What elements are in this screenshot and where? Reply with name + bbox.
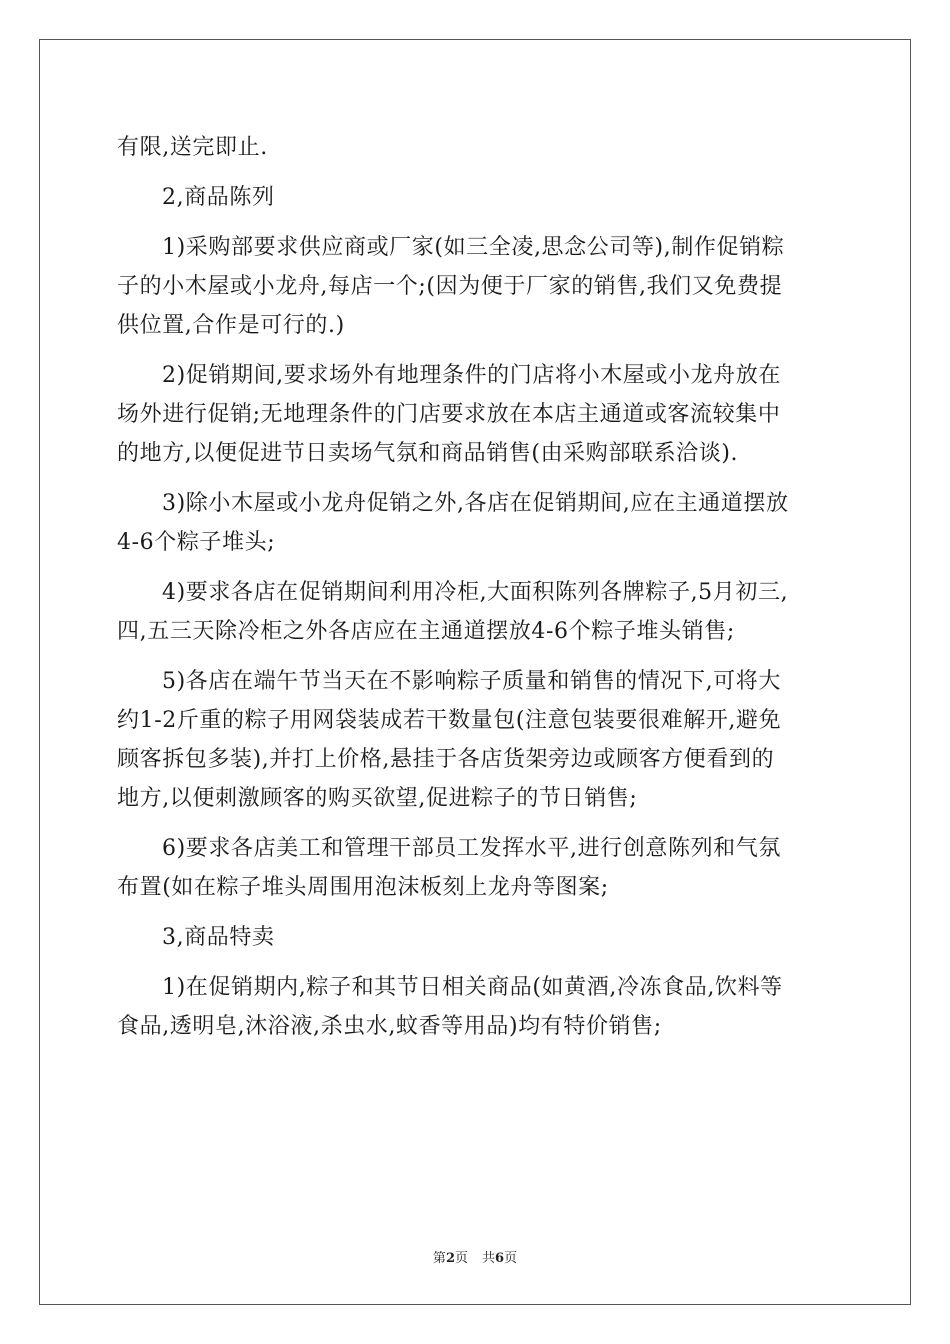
page-prefix: 第 — [432, 1251, 446, 1266]
paragraph-6 — [117, 573, 837, 651]
total-pages: 6 — [495, 1251, 505, 1266]
page-number: 2 — [445, 1251, 455, 1266]
paragraph-5 — [117, 484, 837, 562]
text-line: 5)各店在端午节当天在不影响粽子质量和销售的情况下,可将大 — [162, 669, 781, 694]
text-line: 的地方,以便促进节日卖场气氛和商品销售(由采购部联系洽谈). — [117, 441, 739, 466]
text-line: 1)在促销期内,粽子和其节日相关商品(如黄酒,冷冻食品,饮料等 — [162, 975, 783, 1000]
total-prefix: 共 — [482, 1251, 496, 1266]
text-line: 子的小木屋或小龙舟,每店一个;(因为便于厂家的销售,我们又免费提 — [117, 274, 783, 299]
paragraph-8 — [117, 829, 837, 907]
text-line: 4)要求各店在促销期间利用冷柜,大面积陈列各牌粽子,5月初三, — [162, 580, 789, 605]
section-heading-sale — [117, 918, 837, 957]
text-line: 顾客拆包多装),并打上价格,悬挂于各店货架旁边或顾客方便看到的 — [117, 747, 775, 772]
text-line: 1)采购部要求供应商或厂家(如三全凌,思念公司等),制作促销粽 — [162, 235, 785, 260]
text-line: 6)要求各店美工和管理干部员工发挥水平,进行创意陈列和气氛 — [162, 836, 781, 861]
text-line: 2,商品陈列 — [162, 185, 275, 210]
document-body — [117, 128, 837, 1057]
paragraph-1 — [117, 128, 837, 167]
text-line: 四,五三天除冷柜之外各店应在主通道摆放4-6个粽子堆头销售; — [117, 619, 735, 644]
paragraph-3 — [117, 228, 837, 345]
text-line: 4-6个粽子堆头; — [117, 530, 276, 555]
total-suffix: 页 — [504, 1251, 518, 1266]
text-line: 3)除小木屋或小龙舟促销之外,各店在促销期间,应在主通道摆放 — [162, 491, 789, 516]
page-suffix: 页 — [454, 1251, 468, 1266]
text-line: 2)促销期间,要求场外有地理条件的门店将小木屋或小龙舟放在 — [162, 363, 781, 388]
paragraph-7 — [117, 662, 837, 818]
text-line: 有限,送完即止. — [117, 135, 268, 160]
text-line: 食品,透明皂,沐浴液,杀虫水,蚊香等用品)均有特价销售; — [117, 1014, 662, 1039]
page-footer — [0, 1247, 950, 1266]
text-line: 地方,以便刺激顾客的购买欲望,促进粽子的节日销售; — [117, 786, 638, 811]
paragraph-4 — [117, 356, 837, 473]
text-line: 布置(如在粽子堆头周围用泡沫板刻上龙舟等图案; — [117, 875, 609, 900]
text-line: 3,商品特卖 — [162, 925, 275, 950]
section-heading-display — [117, 178, 837, 217]
text-line: 约1-2斤重的粽子用网袋装成若干数量包(注意包装要很难解开,避免 — [117, 708, 782, 733]
text-line: 场外进行促销;无地理条件的门店要求放在本店主通道或客流较集中 — [117, 402, 781, 427]
text-line: 供位置,合作是可行的.) — [117, 313, 345, 338]
paragraph-10 — [117, 968, 837, 1046]
